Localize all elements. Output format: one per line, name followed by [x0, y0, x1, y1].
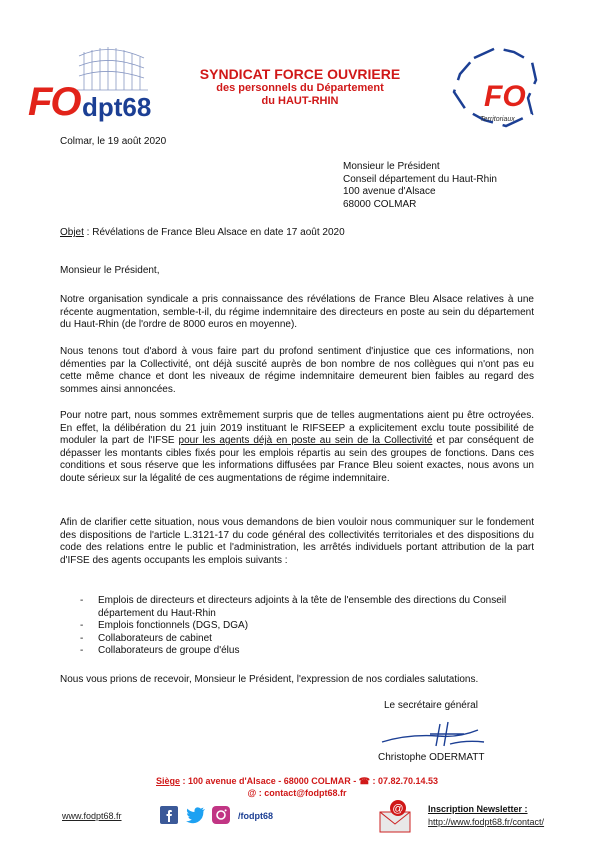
list-item: - Emplois fonctionnels (DGS, DGA)	[80, 620, 249, 632]
header-subtitle-2: du HAUT-RHIN	[261, 95, 339, 107]
subject-text: : Révélations de France Bleu Alsace en date 17 août 2020	[83, 227, 345, 238]
closing: Nous vous prions de recevoir, Monsieur le Président, l'expression de nos cordiales salutations.	[60, 674, 479, 685]
svg-text:@: @	[392, 803, 404, 815]
recipient-address	[343, 161, 497, 211]
letter-date: Colmar, le 19 août 2020	[60, 136, 167, 147]
logo-dpt-text: dpt68	[82, 92, 152, 122]
paragraph-3-underlined: pour les agents déjà en poste au sein de la Collectivité	[178, 435, 433, 447]
logo-fo-text: FO	[28, 80, 80, 124]
newsletter-email-icon[interactable]	[376, 798, 416, 839]
logo-right-fo-text: FO	[484, 80, 526, 113]
bullet-list	[80, 595, 534, 658]
signature	[378, 716, 490, 752]
recipient-line: 68000 COLMAR	[343, 198, 417, 210]
fo-territoriaux-logo	[444, 40, 544, 132]
siege-label: Siège	[156, 776, 181, 786]
letter-subject	[60, 227, 345, 238]
facebook-icon[interactable]	[160, 806, 178, 829]
twitter-icon[interactable]	[186, 806, 206, 829]
paragraph-4: Afin de clarifier cette situation, nous vous demandons de bien vouloir nous communiquer sur le fondement des dispositions de l'article L.3121-17 du code général des collectivités territoriales et des dispositions du code des relations entre le public et l'administration, les arrêtés individuels portant attribution de la part d'IFSE des agents occupants les emplois suivants :	[60, 517, 534, 566]
paragraph-3-part-a: Pour notre part, nous sommes extrêmement surpris que de telles augmentations aient pu être octroyées. En effet, la délibération du 21 juin 2019 instituant le RIFSEEP a explicitement exclu toute possibilité de moduler la part de l'IFSE	[60, 410, 534, 447]
website-link[interactable]: www.fodpt68.fr	[62, 811, 122, 821]
recipient-line: Monsieur le Président	[343, 161, 440, 172]
header-title: SYNDICAT FORCE OUVRIERE	[199, 66, 401, 82]
paragraph-3	[60, 410, 534, 486]
signature-role: Le secrétaire général	[384, 700, 478, 711]
logo-right-sub: Territoriaux	[480, 116, 515, 123]
siege-address: : 100 avenue d'Alsace - 68000 COLMAR -	[180, 776, 359, 786]
paragraph-2: Nous tenons tout d'abord à vous faire part du profond sentiment d'injustice que ces informations, non démenties par la Collectivité, ont déjà suscité auprès de bon nombre de nos collègues qui n'ont pas eu cette même chance et dont les niveaux de régime indemnitaire demeurent bien faibles au regard des sommes ainsi annoncées.	[60, 346, 534, 395]
list-item: - Collaborateurs de cabinet	[80, 632, 212, 644]
union-header	[180, 66, 420, 108]
list-item: - Emplois de directeurs et directeurs adjoints à la tête de l'ensemble des directions du Conseil département du Haut-Rhin	[80, 595, 507, 619]
email-address[interactable]: @ : contact@fodpt68.fr	[247, 788, 347, 798]
footer-contact	[60, 775, 534, 799]
subject-label: Objet	[60, 227, 84, 238]
newsletter-link[interactable]: http://www.fodpt68.fr/contact/	[428, 817, 545, 827]
paragraph-1: Notre organisation syndicale a pris connaissance des révélations de France Bleu Alsace relatives à une récente augmentation, semble-t-il, du régime indemnitaire des directeurs en poste au sein du département du Haut-Rhin (de l'ordre de 8000 euros en moyenne).	[60, 294, 534, 331]
fo-dpt68-logo	[24, 42, 150, 128]
salutation: Monsieur le Président,	[60, 265, 160, 276]
signature-name: Christophe ODERMATT	[378, 752, 485, 763]
recipient-line: Conseil département du Haut-Rhin	[343, 173, 497, 185]
paragraph-3-part-b: et par conséquent de dépasser les montants cibles fixés pour les emplois répartis au sein des groupes de fonctions. Dans ces conditions et sous réserve que les informations diffusées par France Bleu soient exactes, nous avons un doute sérieux sur la légalité de ces augmentations de régime indemnitaire.	[60, 435, 534, 484]
header-subtitle-1: des personnels du Département	[216, 82, 384, 94]
phone-number: ☎ : 07.82.70.14.53	[358, 776, 438, 786]
instagram-icon[interactable]	[212, 806, 230, 829]
recipient-line: 100 avenue d'Alsace	[343, 186, 436, 198]
newsletter-title: Inscription Newsletter :	[428, 804, 528, 814]
social-handle[interactable]: /fodpt68	[238, 811, 273, 821]
list-item: - Collaborateurs de groupe d'élus	[80, 645, 240, 657]
